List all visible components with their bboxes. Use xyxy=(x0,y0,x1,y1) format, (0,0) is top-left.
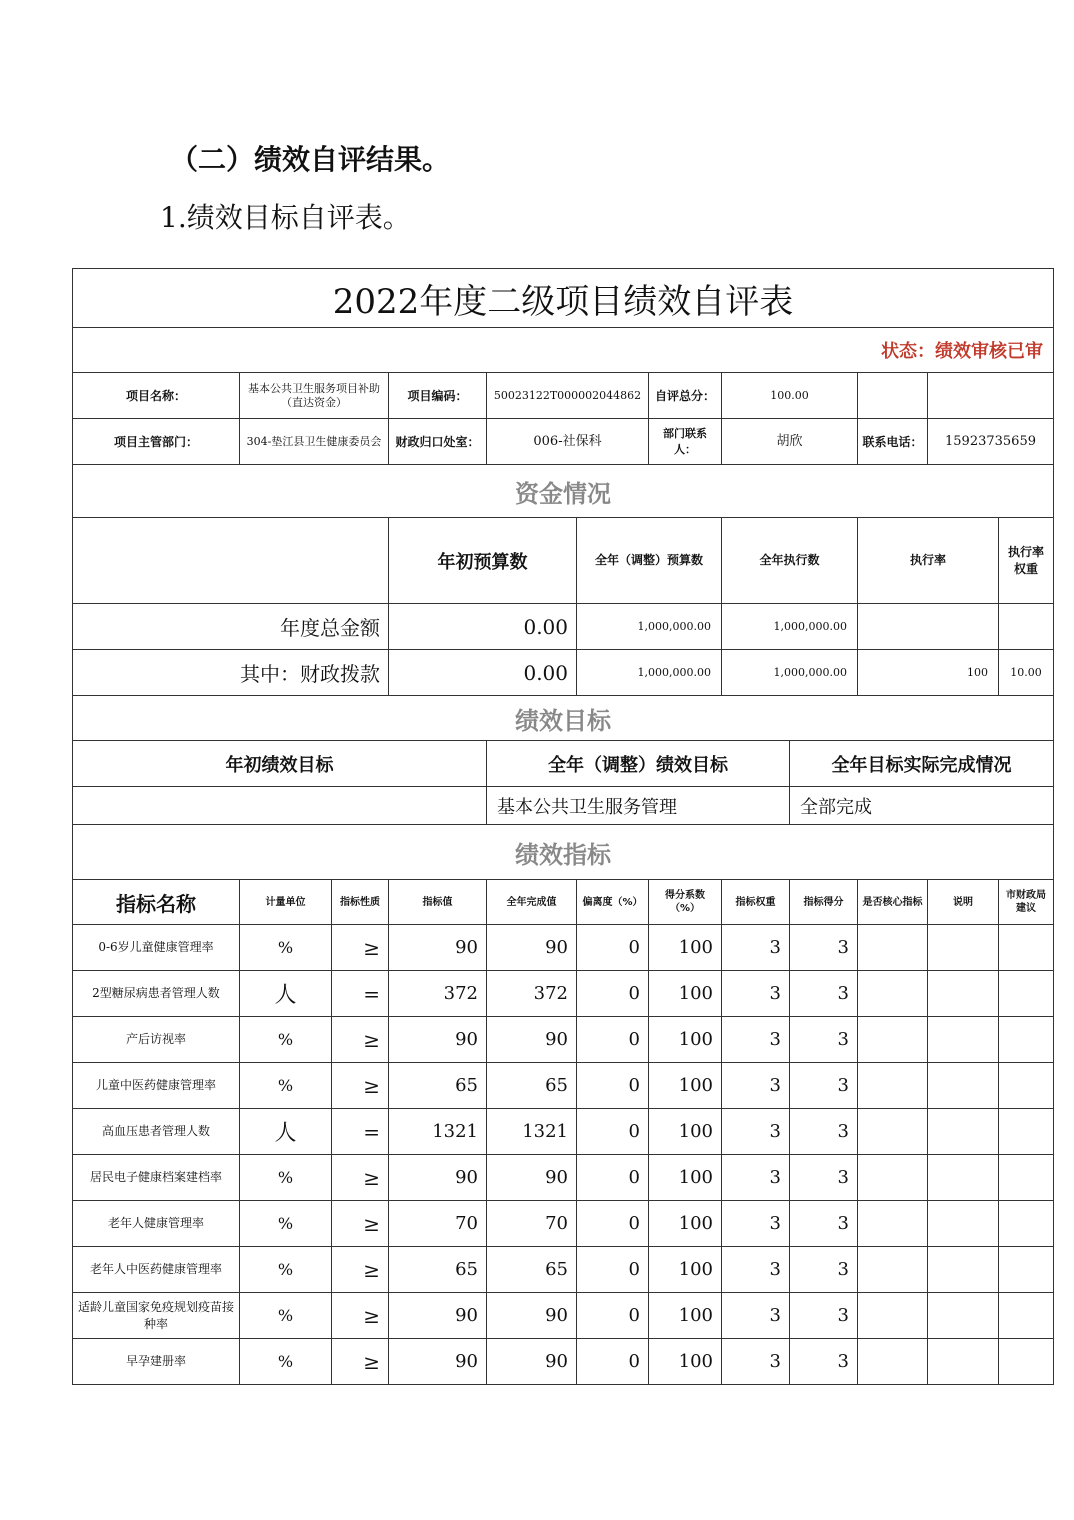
indicator-deviation: 0 xyxy=(577,1247,649,1293)
indicator-coef: 100 xyxy=(649,1201,722,1247)
funds-section-title: 资金情况 xyxy=(73,465,1054,518)
indicator-suggestion xyxy=(999,1247,1054,1293)
indicator-suggestion xyxy=(999,925,1054,971)
indicator-score: 3 xyxy=(790,1247,858,1293)
indicator-deviation: 0 xyxy=(577,1109,649,1155)
adjusted-goal-value: 基本公共卫生服务管理 xyxy=(487,787,790,825)
indicator-core xyxy=(858,1017,928,1063)
indicator-score: 3 xyxy=(790,1155,858,1201)
indicator-nature: = xyxy=(332,971,389,1017)
empty-cell xyxy=(928,373,1054,419)
exec-rate-value: 100 xyxy=(858,650,999,696)
suggestion-header: 市财政局建议 xyxy=(999,880,1054,925)
executed-header: 全年执行数 xyxy=(722,518,858,604)
indicator-core xyxy=(858,1201,928,1247)
indicator-weight: 3 xyxy=(722,1017,790,1063)
indicator-nature: ≥ xyxy=(332,1293,389,1339)
project-code-value: 50023122T000002044862 xyxy=(487,373,649,419)
indicator-note xyxy=(928,1063,999,1109)
indicator-completed: 90 xyxy=(487,1155,577,1201)
indicator-weight: 3 xyxy=(722,1201,790,1247)
indicator-unit: % xyxy=(240,1293,332,1339)
indicator-name: 老年人健康管理率 xyxy=(73,1201,240,1247)
indicator-name: 高血压患者管理人数 xyxy=(73,1109,240,1155)
indicator-coef: 100 xyxy=(649,971,722,1017)
indicator-score-header: 指标得分 xyxy=(790,880,858,925)
indicator-weight: 3 xyxy=(722,1155,790,1201)
finance-office-value: 006-社保科 xyxy=(487,419,649,465)
indicator-unit: % xyxy=(240,1063,332,1109)
indicator-note xyxy=(928,971,999,1017)
indicator-core xyxy=(858,1063,928,1109)
indicator-deviation: 0 xyxy=(577,1155,649,1201)
table-row xyxy=(73,925,1054,971)
score-coef-header: 得分系数（%） xyxy=(649,880,722,925)
indicator-nature: ≥ xyxy=(332,1339,389,1385)
empty-cell xyxy=(73,518,389,604)
executed-value: 1,000,000.00 xyxy=(722,604,858,650)
indicator-target: 90 xyxy=(389,1017,487,1063)
initial-budget-value: 0.00 xyxy=(389,604,577,650)
indicator-weight: 3 xyxy=(722,971,790,1017)
nature-header: 指标性质 xyxy=(332,880,389,925)
indicator-note xyxy=(928,1155,999,1201)
adjusted-budget-value: 1,000,000.00 xyxy=(577,604,722,650)
indicator-name: 0-6岁儿童健康管理率 xyxy=(73,925,240,971)
indicator-deviation: 0 xyxy=(577,1017,649,1063)
indicator-coef: 100 xyxy=(649,925,722,971)
executed-value: 1,000,000.00 xyxy=(722,650,858,696)
indicator-score: 3 xyxy=(790,1063,858,1109)
adjusted-budget-header: 全年（调整）预算数 xyxy=(577,518,722,604)
contact-label: 部门联系人： xyxy=(649,419,722,465)
completed-value-header: 全年完成值 xyxy=(487,880,577,925)
dept-value: 304-垫江县卫生健康委员会 xyxy=(240,419,389,465)
section-heading: （二）绩效自评结果。 xyxy=(170,143,451,176)
deviation-header: 偏离度（%） xyxy=(577,880,649,925)
indicator-nature: ≥ xyxy=(332,1201,389,1247)
indicator-completed: 372 xyxy=(487,971,577,1017)
indicator-name-header: 指标名称 xyxy=(73,880,240,925)
contact-value: 胡欣 xyxy=(722,419,858,465)
indicator-name: 早孕建册率 xyxy=(73,1339,240,1385)
table-row xyxy=(73,1201,1054,1247)
indicator-target: 90 xyxy=(389,1155,487,1201)
indicator-suggestion xyxy=(999,1063,1054,1109)
indicator-deviation: 0 xyxy=(577,1293,649,1339)
indicator-unit: % xyxy=(240,925,332,971)
indicators-section-title: 绩效指标 xyxy=(73,825,1054,880)
indicator-name: 居民电子健康档案建档率 xyxy=(73,1155,240,1201)
indicator-target: 90 xyxy=(389,1339,487,1385)
phone-value: 15923735659 xyxy=(928,419,1054,465)
indicator-coef: 100 xyxy=(649,1247,722,1293)
funds-row xyxy=(73,650,1054,696)
indicator-completed: 90 xyxy=(487,1339,577,1385)
exec-rate-weight-header: 执行率权重 xyxy=(999,518,1054,604)
goals-section-title: 绩效目标 xyxy=(73,696,1054,741)
indicator-core xyxy=(858,1109,928,1155)
indicator-nature: = xyxy=(332,1109,389,1155)
indicator-deviation: 0 xyxy=(577,1339,649,1385)
funds-row-label: 年度总金额 xyxy=(73,604,389,650)
exec-rate-weight-value xyxy=(999,604,1054,650)
initial-budget-value: 0.00 xyxy=(389,650,577,696)
indicator-completed: 65 xyxy=(487,1063,577,1109)
unit-header: 计量单位 xyxy=(240,880,332,925)
funds-row xyxy=(73,604,1054,650)
table-row xyxy=(73,1247,1054,1293)
indicator-coef: 100 xyxy=(649,1339,722,1385)
exec-rate-weight-value: 10.00 xyxy=(999,650,1054,696)
table-row xyxy=(73,1063,1054,1109)
funds-row-label: 其中：财政拨款 xyxy=(73,650,389,696)
indicator-completed: 1321 xyxy=(487,1109,577,1155)
dept-label: 项目主管部门： xyxy=(73,419,240,465)
indicator-score: 3 xyxy=(790,925,858,971)
indicator-target: 372 xyxy=(389,971,487,1017)
indicator-unit: % xyxy=(240,1247,332,1293)
indicator-name: 产后访视率 xyxy=(73,1017,240,1063)
indicator-score: 3 xyxy=(790,1339,858,1385)
indicator-weight: 3 xyxy=(722,1109,790,1155)
indicator-score: 3 xyxy=(790,971,858,1017)
indicator-name: 2型糖尿病患者管理人数 xyxy=(73,971,240,1017)
indicator-coef: 100 xyxy=(649,1293,722,1339)
indicator-unit: % xyxy=(240,1339,332,1385)
project-name-label: 项目名称： xyxy=(73,373,240,419)
indicator-target: 90 xyxy=(389,1293,487,1339)
phone-label: 联系电话： xyxy=(858,419,928,465)
indicator-target: 65 xyxy=(389,1063,487,1109)
indicator-weight: 3 xyxy=(722,1063,790,1109)
indicator-name: 老年人中医药健康管理率 xyxy=(73,1247,240,1293)
indicator-deviation: 0 xyxy=(577,1201,649,1247)
project-code-label: 项目编码： xyxy=(389,373,487,419)
note-header: 说明 xyxy=(928,880,999,925)
indicator-core xyxy=(858,1293,928,1339)
indicator-coef: 100 xyxy=(649,1155,722,1201)
table-row xyxy=(73,1017,1054,1063)
indicator-nature: ≥ xyxy=(332,1155,389,1201)
indicator-deviation: 0 xyxy=(577,1063,649,1109)
indicator-nature: ≥ xyxy=(332,925,389,971)
indicator-score: 3 xyxy=(790,1109,858,1155)
indicator-core xyxy=(858,925,928,971)
indicator-weight: 3 xyxy=(722,1247,790,1293)
empty-cell xyxy=(858,373,928,419)
indicator-note xyxy=(928,925,999,971)
indicator-suggestion xyxy=(999,1109,1054,1155)
indicator-deviation: 0 xyxy=(577,925,649,971)
indicator-unit: % xyxy=(240,1017,332,1063)
indicator-note xyxy=(928,1339,999,1385)
indicator-completed: 90 xyxy=(487,1017,577,1063)
table-row xyxy=(73,1155,1054,1201)
form-title: 2022年度二级项目绩效自评表 xyxy=(73,269,1054,328)
indicator-note xyxy=(928,1201,999,1247)
project-name-value: 基本公共卫生服务项目补助（直达资金） xyxy=(240,373,389,419)
exec-rate-value xyxy=(858,604,999,650)
indicator-suggestion xyxy=(999,1155,1054,1201)
indicator-note xyxy=(928,1247,999,1293)
indicator-coef: 100 xyxy=(649,1109,722,1155)
table-row xyxy=(73,1293,1054,1339)
indicator-core xyxy=(858,971,928,1017)
indicator-weight: 3 xyxy=(722,1339,790,1385)
core-indicator-header: 是否核心指标 xyxy=(858,880,928,925)
table-row xyxy=(73,1339,1054,1385)
indicator-weight: 3 xyxy=(722,925,790,971)
indicator-suggestion xyxy=(999,1017,1054,1063)
self-score-label: 自评总分： xyxy=(649,373,722,419)
indicator-nature: ≥ xyxy=(332,1017,389,1063)
initial-goal-header: 年初绩效目标 xyxy=(73,741,487,787)
table-row xyxy=(73,971,1054,1017)
indicator-unit: 人 xyxy=(240,1109,332,1155)
indicator-completed: 65 xyxy=(487,1247,577,1293)
finance-office-label: 财政归口处室： xyxy=(389,419,487,465)
initial-goal-value xyxy=(73,787,487,825)
subsection-heading: 1.绩效目标自评表。 xyxy=(160,201,411,234)
indicator-suggestion xyxy=(999,1293,1054,1339)
table-row xyxy=(73,1109,1054,1155)
indicator-note xyxy=(928,1109,999,1155)
indicator-coef: 100 xyxy=(649,1063,722,1109)
indicator-completed: 90 xyxy=(487,1293,577,1339)
indicator-score: 3 xyxy=(790,1293,858,1339)
indicator-target: 90 xyxy=(389,925,487,971)
indicator-target: 65 xyxy=(389,1247,487,1293)
indicator-deviation: 0 xyxy=(577,971,649,1017)
indicator-completed: 90 xyxy=(487,925,577,971)
exec-rate-header: 执行率 xyxy=(858,518,999,604)
indicator-suggestion xyxy=(999,1201,1054,1247)
indicator-core xyxy=(858,1155,928,1201)
indicator-nature: ≥ xyxy=(332,1247,389,1293)
indicator-note xyxy=(928,1293,999,1339)
adjusted-budget-value: 1,000,000.00 xyxy=(577,650,722,696)
indicator-target: 1321 xyxy=(389,1109,487,1155)
indicator-score: 3 xyxy=(790,1017,858,1063)
self-score-value: 100.00 xyxy=(722,373,858,419)
indicator-name: 儿童中医药健康管理率 xyxy=(73,1063,240,1109)
indicator-weight-header: 指标权重 xyxy=(722,880,790,925)
status-badge: 状态：绩效审核已审 xyxy=(73,328,1054,373)
indicator-note xyxy=(928,1017,999,1063)
indicator-target: 70 xyxy=(389,1201,487,1247)
indicator-core xyxy=(858,1247,928,1293)
adjusted-goal-header: 全年（调整）绩效目标 xyxy=(487,741,790,787)
actual-completion-value: 全部完成 xyxy=(790,787,1054,825)
indicator-suggestion xyxy=(999,1339,1054,1385)
performance-self-evaluation-table xyxy=(72,268,1054,1385)
indicator-coef: 100 xyxy=(649,1017,722,1063)
indicator-unit: % xyxy=(240,1201,332,1247)
indicator-weight: 3 xyxy=(722,1293,790,1339)
table-body xyxy=(73,269,1054,1385)
indicator-unit: % xyxy=(240,1155,332,1201)
target-value-header: 指标值 xyxy=(389,880,487,925)
indicator-name: 适龄儿童国家免疫规划疫苗接种率 xyxy=(73,1293,240,1339)
indicator-score: 3 xyxy=(790,1201,858,1247)
indicator-completed: 70 xyxy=(487,1201,577,1247)
indicator-core xyxy=(858,1339,928,1385)
initial-budget-header: 年初预算数 xyxy=(389,518,577,604)
indicator-suggestion xyxy=(999,971,1054,1017)
actual-completion-header: 全年目标实际完成情况 xyxy=(790,741,1054,787)
indicator-unit: 人 xyxy=(240,971,332,1017)
indicator-nature: ≥ xyxy=(332,1063,389,1109)
